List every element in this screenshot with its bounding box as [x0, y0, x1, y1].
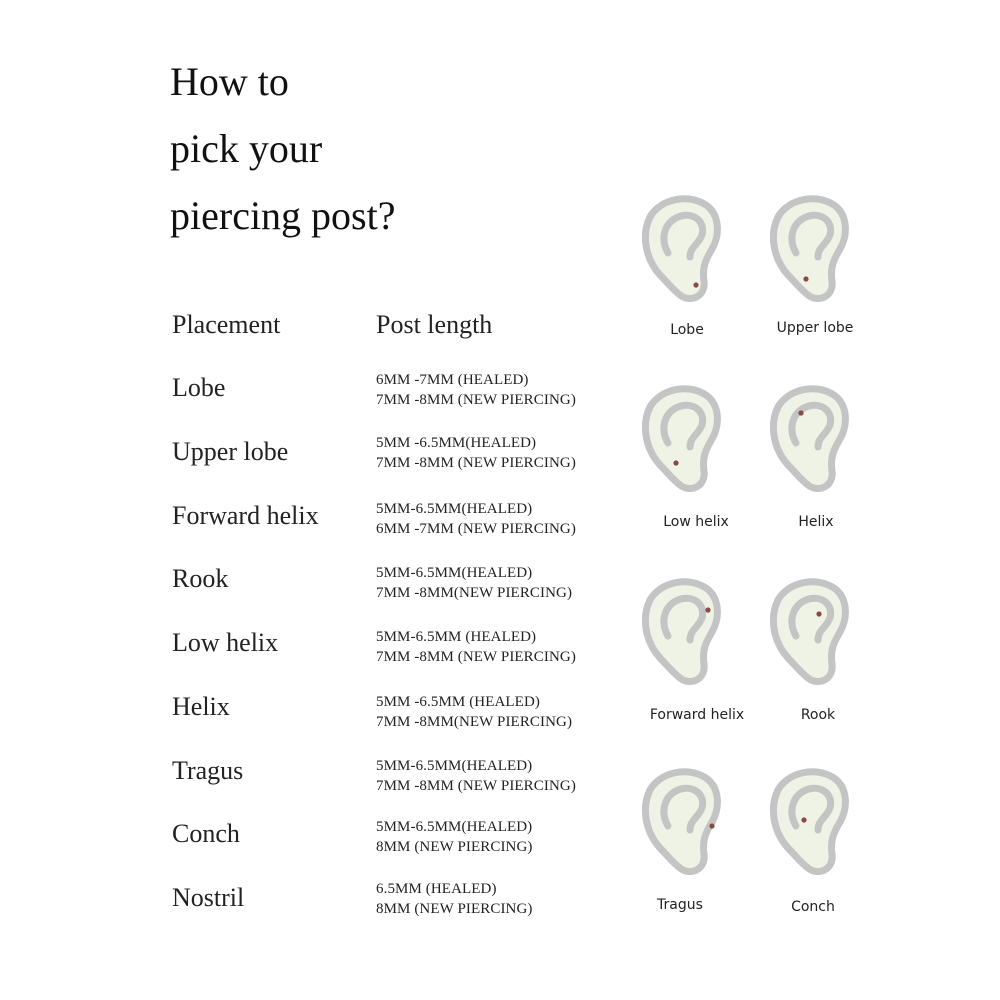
placement-forward-helix: Forward helix: [172, 501, 319, 530]
title-line-3: piercing post?: [170, 193, 396, 238]
ear-icon-lobe: [640, 195, 730, 305]
length-healed: 6.5MM (HEALED): [376, 881, 497, 897]
page-title: [170, 48, 396, 249]
length-healed: 5MM -6.5MM(HEALED): [376, 435, 537, 451]
length-healed: 6MM -7MM (HEALED): [376, 372, 529, 388]
length-healed: 5MM-6.5MM(HEALED): [376, 758, 533, 774]
length-tragus: [376, 756, 576, 796]
placement-tragus: Tragus: [172, 756, 244, 785]
ear-label-tragus: Tragus: [657, 897, 703, 913]
length-rook: [376, 563, 572, 603]
length-new: 7MM -8MM(NEW PIERCING): [376, 714, 573, 730]
ear-label-rook: Rook: [800, 707, 836, 723]
title-line-2: pick your: [170, 126, 323, 171]
ear-label-helix: Helix: [798, 514, 834, 530]
length-healed: 5MM-6.5MM (HEALED): [376, 629, 537, 645]
length-new: 6MM -7MM (NEW PIERCING): [376, 521, 576, 537]
header-post-length: Post length: [376, 310, 493, 339]
ear-icon-rook: [768, 578, 858, 688]
ear-icon-helix: [768, 385, 858, 495]
length-new: 7MM -8MM (NEW PIERCING): [376, 455, 576, 471]
ear-icon-tragus: [640, 768, 730, 878]
ear-label-lobe: Lobe: [670, 322, 704, 338]
ear-label-upper-lobe: Upper lobe: [776, 320, 854, 336]
length-new: 7MM -8MM (NEW PIERCING): [376, 778, 576, 794]
placement-helix: Helix: [172, 692, 230, 721]
ear-label-low-helix: Low helix: [663, 514, 729, 530]
length-healed: 5MM -6.5MM (HEALED): [376, 694, 540, 710]
length-lobe: [376, 370, 576, 410]
length-conch: [376, 817, 533, 857]
length-low-helix: [376, 627, 576, 667]
placement-nostril: Nostril: [172, 883, 245, 912]
length-healed: 5MM-6.5MM(HEALED): [376, 819, 533, 835]
length-upper-lobe: [376, 433, 576, 473]
placement-conch: Conch: [172, 819, 240, 848]
header-placement: Placement: [172, 310, 281, 339]
placement-lobe: Lobe: [172, 373, 226, 402]
length-new: 7MM -8MM(NEW PIERCING): [376, 585, 573, 601]
length-new: 7MM -8MM (NEW PIERCING): [376, 392, 576, 408]
ear-icon-conch: [768, 768, 858, 878]
length-healed: 5MM-6.5MM(HEALED): [376, 501, 533, 517]
placement-upper-lobe: Upper lobe: [172, 437, 289, 466]
ear-icon-upper-lobe: [768, 195, 858, 305]
length-helix: [376, 692, 572, 732]
length-new: 8MM (NEW PIERCING): [376, 839, 533, 855]
length-healed: 5MM-6.5MM(HEALED): [376, 565, 533, 581]
ear-icon-forward-helix: [640, 578, 730, 688]
ear-label-conch: Conch: [791, 899, 835, 915]
placement-rook: Rook: [172, 564, 229, 593]
length-new: 7MM -8MM (NEW PIERCING): [376, 649, 576, 665]
title-line-1: How to: [170, 59, 289, 104]
ear-icon-low-helix: [640, 385, 730, 495]
length-forward-helix: [376, 499, 576, 539]
placement-low-helix: Low helix: [172, 628, 279, 657]
length-new: 8MM (NEW PIERCING): [376, 901, 533, 917]
ear-label-forward-helix: Forward helix: [649, 707, 745, 723]
length-nostril: [376, 879, 533, 919]
